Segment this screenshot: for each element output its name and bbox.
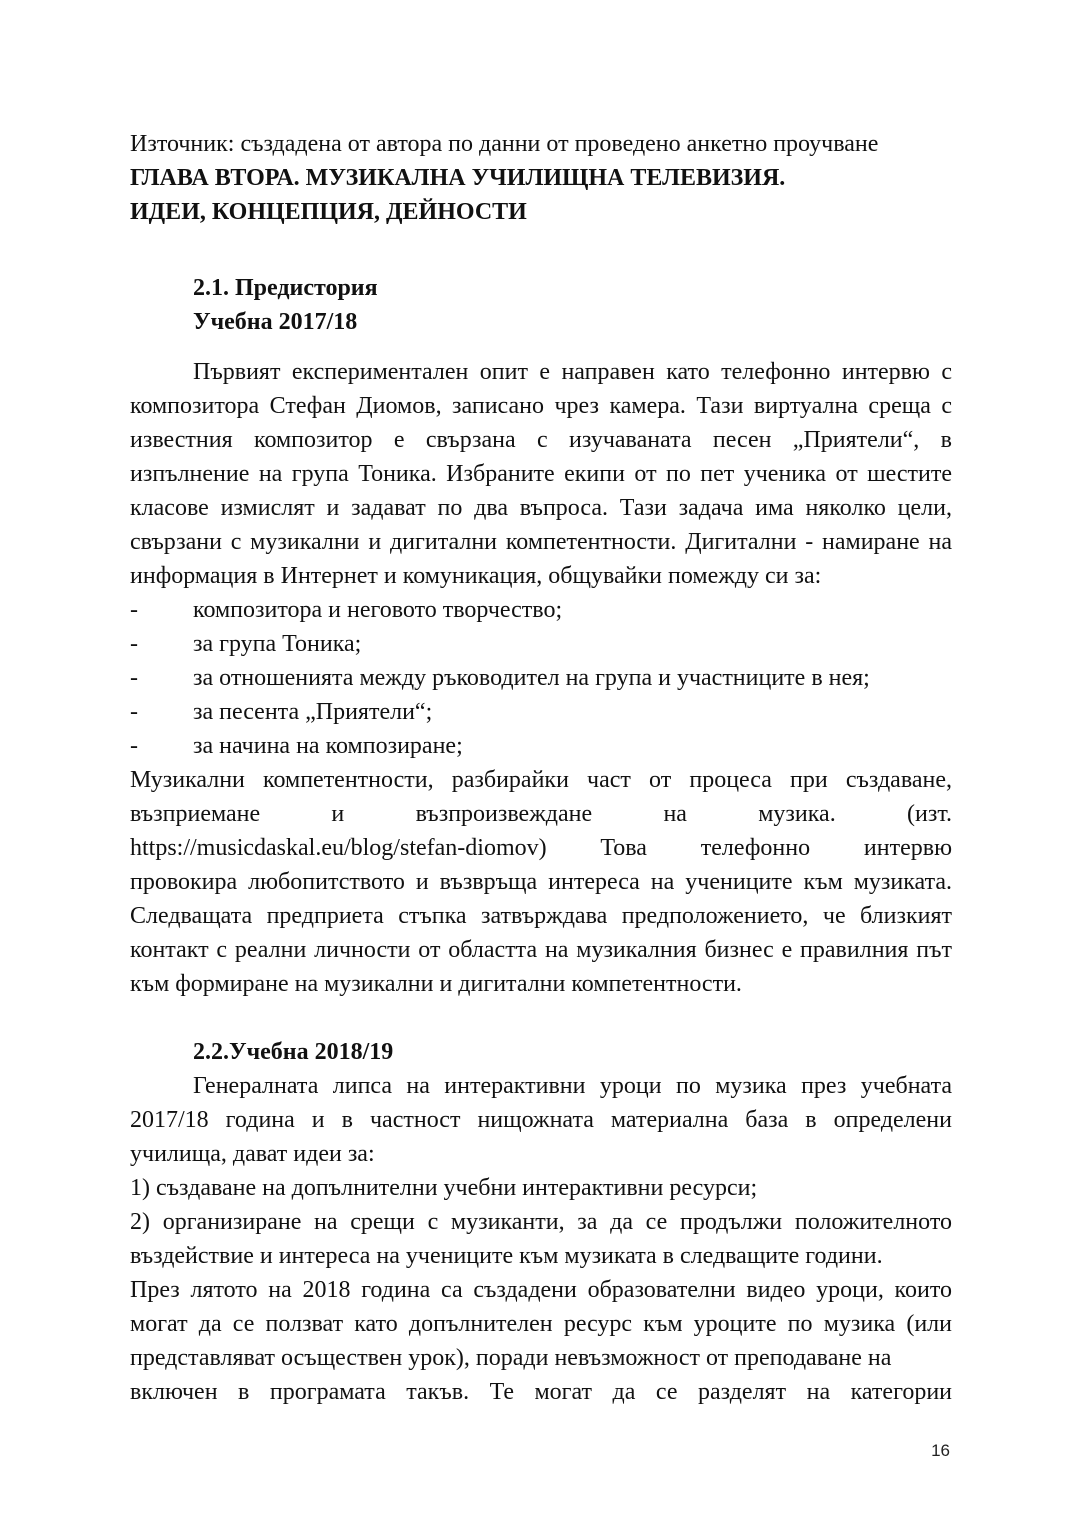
section-2-paragraph-2-last-line: включен в програмата такъв. Те могат да се разделят на категории (130, 1379, 952, 1405)
section-2-heading: 2.2.Учебна 2018/19 (193, 1039, 394, 1065)
bullet-dash: - (130, 665, 138, 691)
section-1-title: 2.1. Предистория (193, 275, 378, 301)
section-1-subtitle: Учебна 2017/18 (193, 309, 358, 335)
bullet-dash: - (130, 699, 138, 725)
section-2-paragraph-2: През лятото на 2018 година са създадени образователни видео уроци, които могат да се ползват като допълнителен ресурс към уроците по музика (или представляват осъществен урок), поради невъзможност от преподаване на (130, 1277, 952, 1371)
numbered-item-2: 2) организиране на срещи с музиканти, за да се продължи положителното въздействие и интереса на учениците към музиката в следващите години. (130, 1209, 952, 1269)
bullet-dash: - (130, 631, 138, 657)
page-content (130, 127, 952, 1409)
list-item-text: за песента „Приятели“; (193, 699, 433, 725)
bullet-list (130, 593, 952, 763)
source-note: Източник: създадена от автора по данни от проведено анкетно проучване (130, 131, 879, 157)
paragraph-line: възприемане и възпроизвеждане на музика. (изт. (130, 801, 952, 827)
section-1-paragraph-2 (130, 763, 952, 1001)
list-item-text: композитора и неговото творчество; (193, 597, 563, 623)
list-item (130, 695, 952, 729)
list-item (130, 729, 952, 763)
spacer (130, 339, 952, 355)
spacer (130, 229, 952, 263)
section-1-paragraph-1: Първият експериментален опит е направен като телефонно интервю с композитора Стефан Диомов, записано чрез камера. Тази виртуална среща с известния композитор е свързана с изучаваната песен „Приятели“, в изпълнение на група Тоника. Избраните екипи от по пет ученика от шестите класове измислят и задават по два въпроса. Тази задача има няколко цели, свързани с музикални и дигитални компетентности. Дигитални - намиране на информация в Интернет и комуникация, общувайки помежду си за: (130, 359, 952, 589)
bullet-dash: - (130, 597, 138, 623)
paragraph-line: Музикални компетентности, разбирайки част от процеса при създаване, (130, 767, 952, 793)
numbered-item-1: 1) създаване на допълнителни учебни интерактивни ресурси; (130, 1175, 758, 1201)
chapter-title (130, 161, 952, 229)
list-item (130, 661, 952, 695)
page-number: 16 (931, 1441, 950, 1460)
list-item-text: за група Тоника; (193, 631, 362, 657)
spacer (130, 263, 952, 271)
list-item-text: за начина на композиране; (193, 733, 463, 759)
paragraph-rest: провокира любопитството и възвръща интереса на учениците към музиката. Следващата предприета стъпка затвърждава предположението, че близкият контакт с реални личности от областта на музикалния бизнес е правилния път към формиране на музикални и дигитални компетентности. (130, 869, 952, 997)
chapter-title-line-2: ИДЕИ, КОНЦЕПЦИЯ, ДЕЙНОСТИ (130, 199, 527, 225)
bullet-dash: - (130, 733, 138, 759)
chapter-title-line-1: ГЛАВА ВТОРА. МУЗИКАЛНА УЧИЛИЩНА ТЕЛЕВИЗИЯ. (130, 165, 786, 191)
list-item (130, 627, 952, 661)
spacer (130, 1001, 952, 1035)
section-1-heading (130, 271, 952, 339)
paragraph-line-with-url: https://musicdaskal.eu/blog/stefan-diomov) Това телефонно интервю (130, 835, 952, 861)
list-item-text: за отношенията между ръководител на група и участниците в нея; (193, 665, 870, 691)
list-item (130, 593, 952, 627)
section-2-paragraph-1: Генералната липса на интерактивни уроци по музика през учебната 2017/18 година и в частност нищожната материална база в определени училища, дават идеи за: (130, 1073, 952, 1167)
